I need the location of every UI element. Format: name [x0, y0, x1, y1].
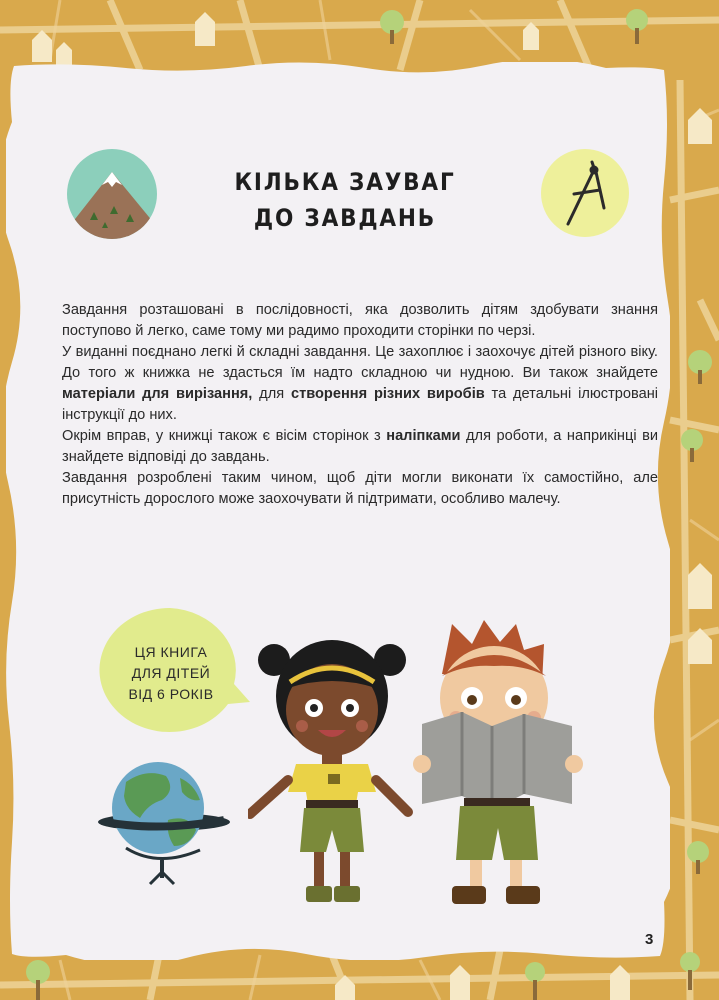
page-title-line-1: КІЛЬКА ЗАУВАГ — [234, 168, 456, 196]
paragraph-3: Окрім вправ, у книжці також є вісім сторінок з наліпками для роботи, а наприкінці ви знайдете відповіді до завдань. — [62, 428, 658, 465]
paragraph-2: У виданні поєднано легкі й складні завдання. Це захоплює і заохочує дітей різного віку. До того ж книжка не здасться їм надто складною чи нудною. Ви також знайдете матеріали для вирізання, для створення різних виробів та детальні ілюстровані інструкції до них. — [62, 344, 659, 423]
body-text — [62, 300, 658, 510]
globe-illustration — [96, 760, 236, 894]
boy-illustration — [412, 614, 584, 910]
paragraph-4: Завдання розроблені таким чином, щоб діти могли виконати їх самостійно, але присутність дорослого може заохочувати й підтримати, особливо малечу. — [62, 470, 658, 507]
age-label: ЦЯ КНИГА ДЛЯ ДІТЕЙ ВІД 6 РОКІВ — [128, 644, 214, 702]
girl-illustration — [248, 640, 418, 910]
page-number: 3 — [645, 931, 654, 948]
page-title-line-2: ДО ЗАВДАНЬ — [253, 204, 437, 232]
compass-icon — [540, 148, 630, 238]
mountain-icon — [66, 148, 158, 240]
paragraph-1: Завдання розташовані в послідовності, яка дозволить дітям здобувати знання поступово й легко, саме тому ми радимо проходити сторінки по черзі. — [62, 302, 658, 339]
